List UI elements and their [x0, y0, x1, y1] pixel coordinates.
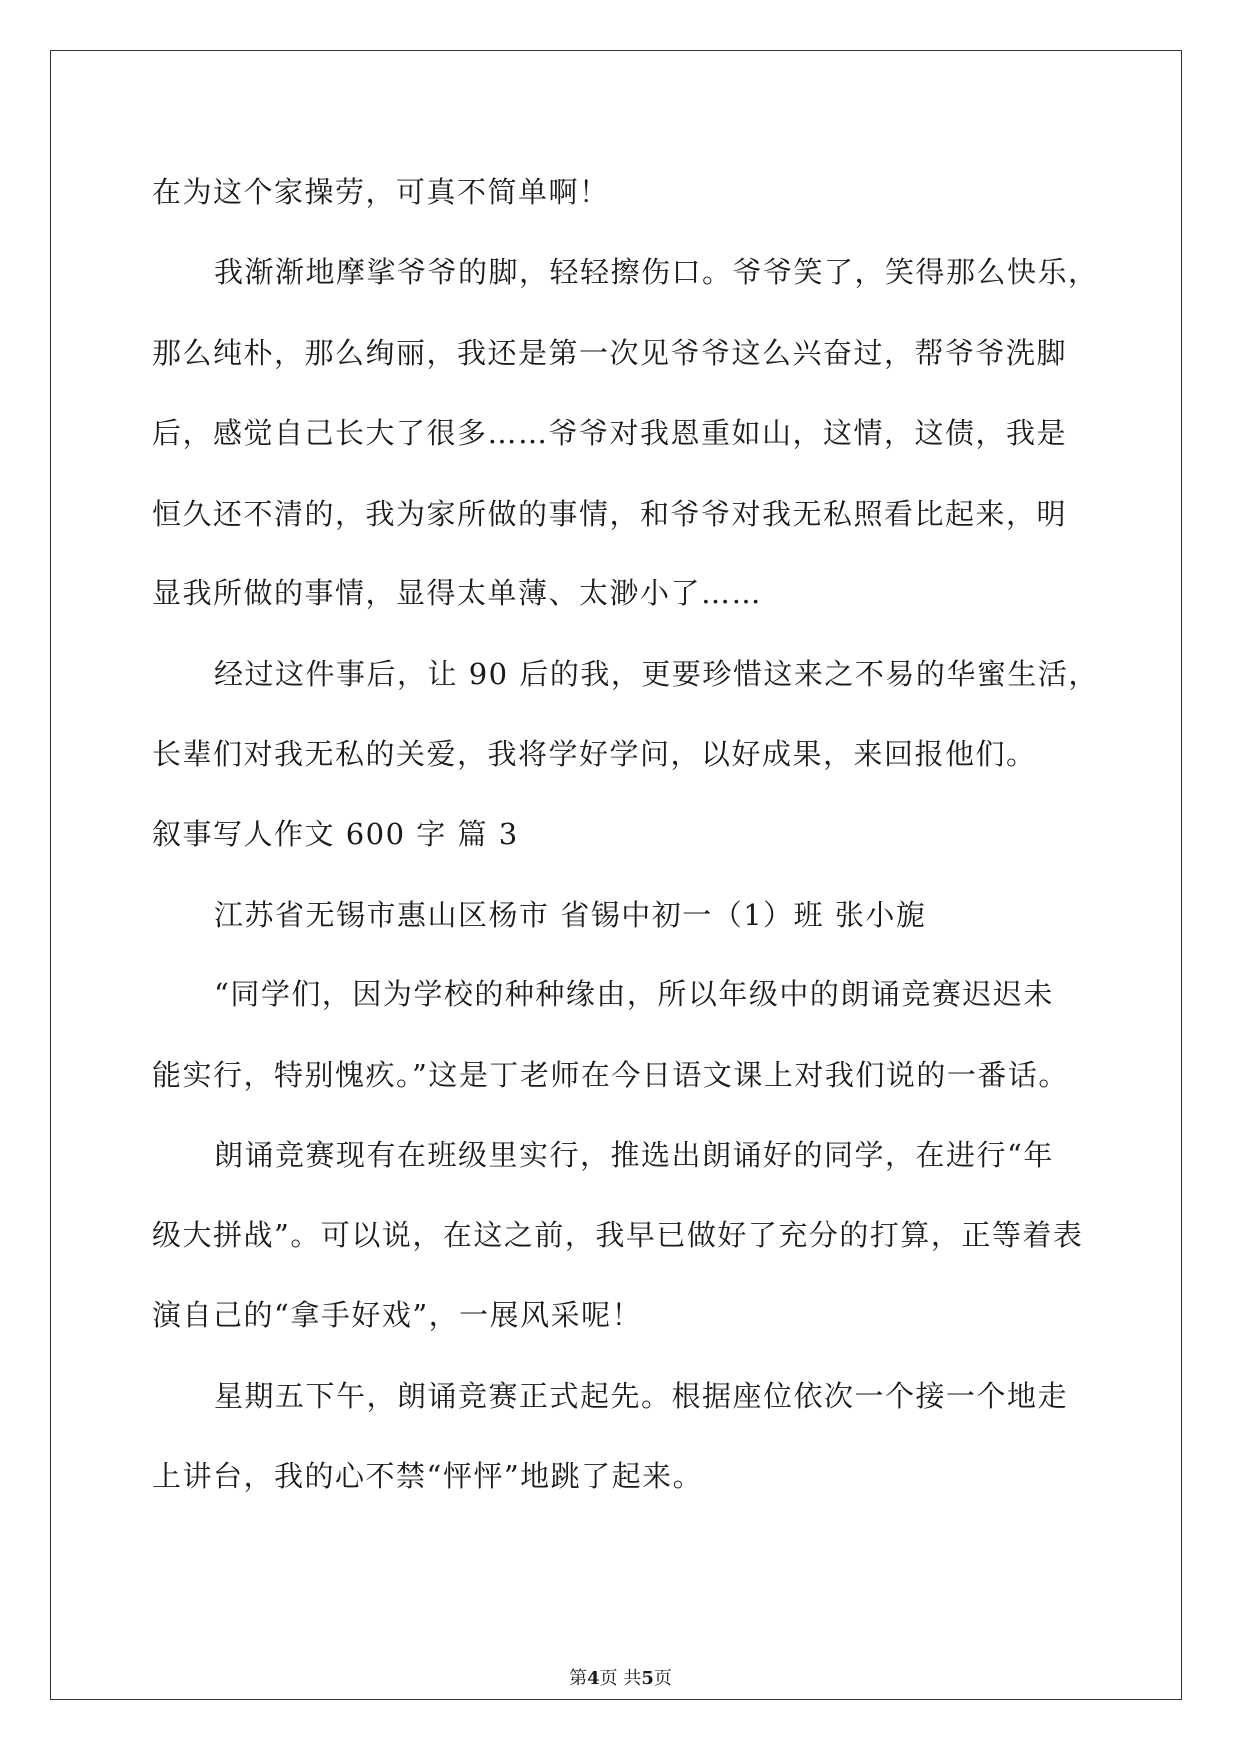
text-line: 经过这件事后，让 90 后的我，更要珍惜这来之不易的华蜜生活，: [214, 657, 1099, 691]
text-line: 那么纯朴，那么绚丽，我还是第一次见爷爷这么兴奋过，帮爷爷洗脚: [152, 336, 1068, 370]
text-line: 在为这个家操劳，可真不简单啊！: [152, 175, 610, 209]
page-footer: [0, 1667, 1241, 1691]
text-line: 后，感觉自己长大了很多……爷爷对我恩重如山，这情，这债，我是: [152, 416, 1068, 450]
author-line: 江苏省无锡市惠山区杨市 省锡中初一（1）班 张小旎: [214, 898, 927, 932]
text-line: 级大拼战”。可以说，在这之前，我早已做好了充分的打算，正等着表: [152, 1218, 1084, 1252]
total-page-number: 5: [641, 1668, 654, 1689]
text-line: “同学们，因为学校的种种缘由，所以年级中的朗诵竞赛迟迟未: [214, 977, 1054, 1011]
section-heading: 叙事写人作文 600 字 篇 3: [152, 817, 519, 851]
text-line: 能实行，特别愧疚。”这是丁老师在今日语文课上对我们说的一番话。: [152, 1058, 1069, 1092]
current-page-number: 4: [587, 1668, 600, 1689]
text-line: 上讲台，我的心不禁“怦怦”地跳了起来。: [152, 1459, 704, 1493]
footer-mid: 页 共: [599, 1668, 642, 1689]
text-line: 恒久还不清的，我为家所做的事情，和爷爷对我无私照看比起来，明: [152, 497, 1068, 531]
text-line: 星期五下午，朗诵竞赛正式起先。根据座位依次一个接一个地走: [214, 1379, 1069, 1413]
text-line: 朗诵竞赛现有在班级里实行，推选出朗诵好的同学，在进行“年: [214, 1138, 1054, 1172]
text-line: 我渐渐地摩挲爷爷的脚，轻轻擦伤口。爷爷笑了，笑得那么快乐，: [214, 255, 1099, 289]
footer-prefix: 第: [569, 1668, 588, 1689]
footer-suffix: 页: [653, 1668, 672, 1689]
page-border: [50, 50, 1182, 1700]
text-line: 长辈们对我无私的关爱，我将学好学问，以好成果，来回报他们。: [152, 737, 1037, 771]
text-line: 显我所做的事情，显得太单薄、太渺小了……: [152, 576, 763, 610]
text-line: 演自己的“拿手好戏”，一展风采呢！: [152, 1298, 643, 1332]
